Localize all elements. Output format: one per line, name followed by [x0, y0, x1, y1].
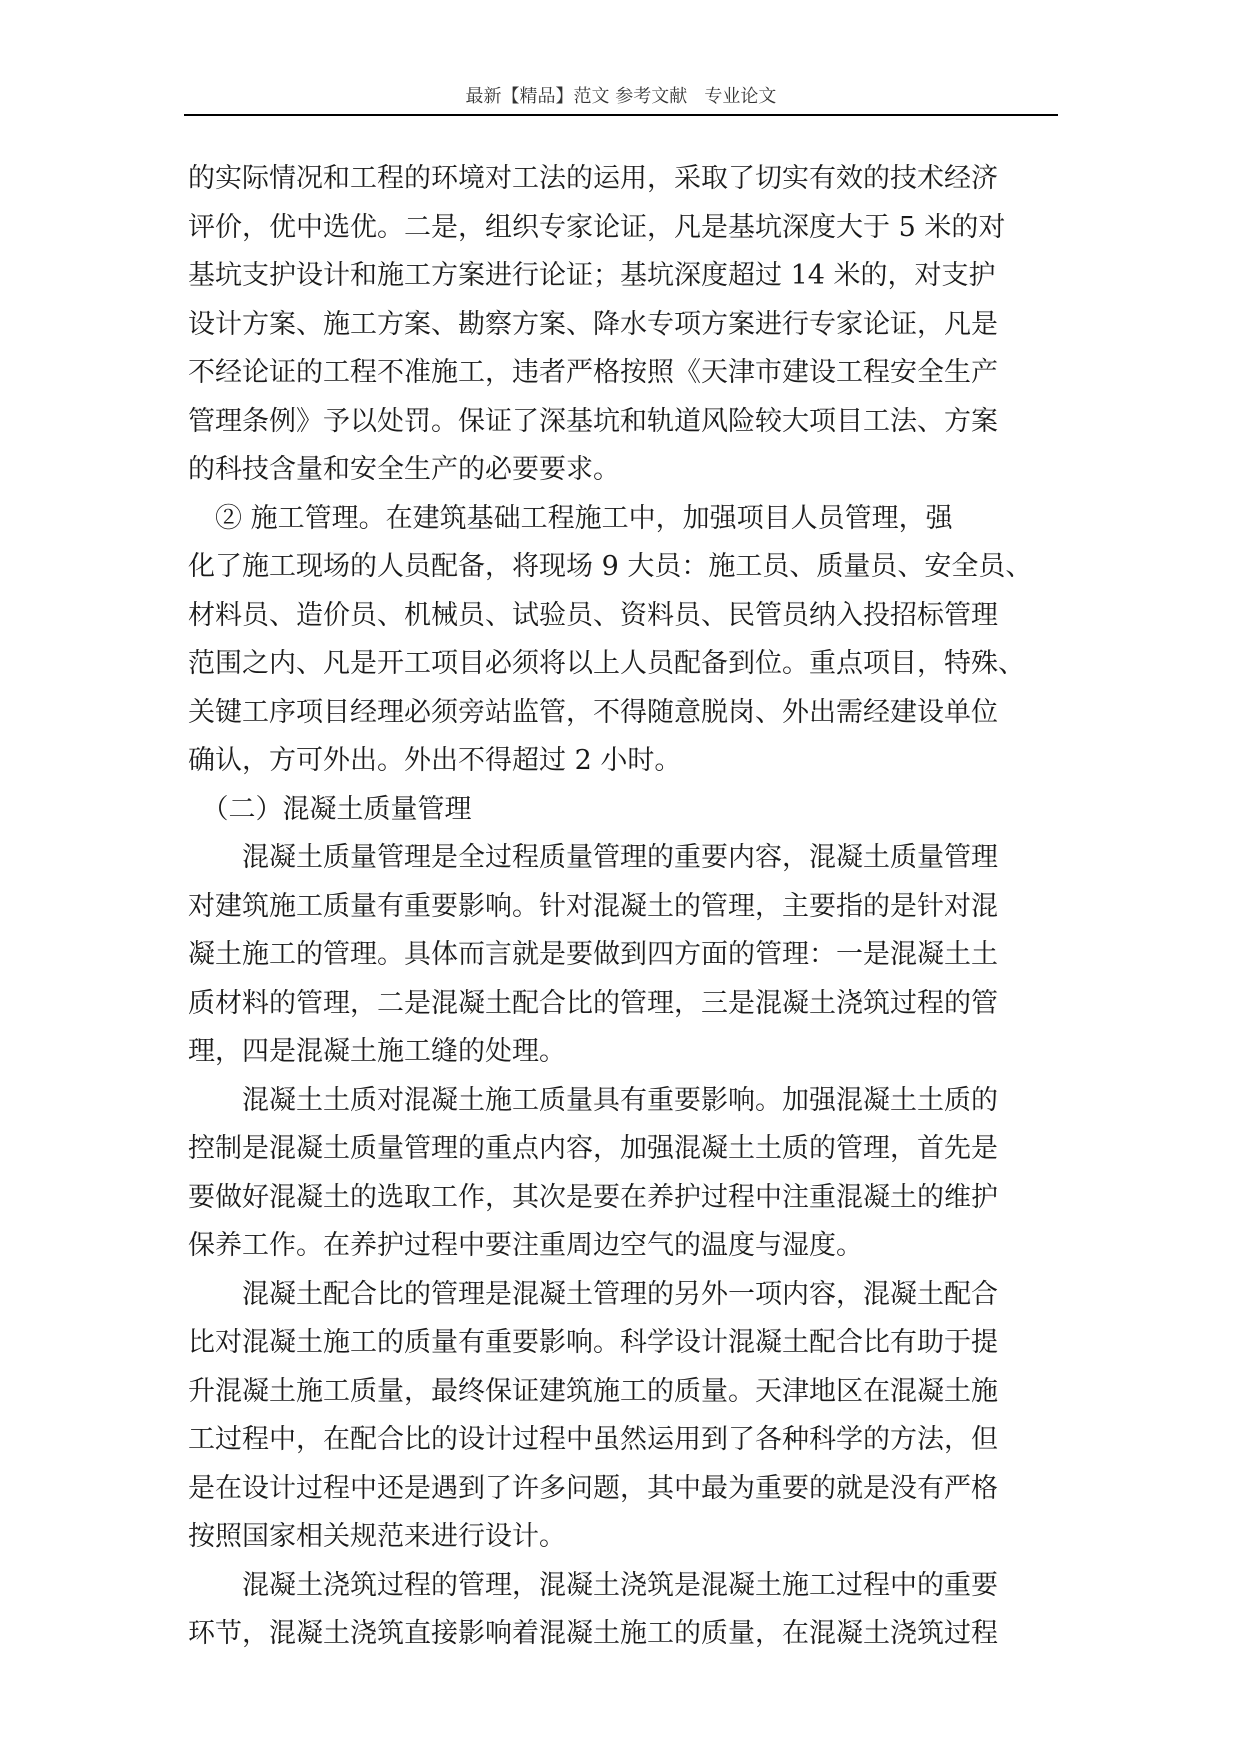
- text-line: （二）混凝土质量管理: [188, 793, 472, 825]
- text-line: 控制是混凝土质量管理的重点内容，加强混凝土土质的管理，首先是: [188, 1133, 998, 1164]
- text-line: 环节，混凝土浇筑直接影响着混凝土施工的质量，在混凝土浇筑过程: [188, 1618, 998, 1649]
- text-line: 确认，方可外出。外出不得超过 2 小时。: [188, 745, 682, 776]
- text-line: 工过程中，在配合比的设计过程中虽然运用到了各种科学的方法，但: [188, 1424, 998, 1455]
- text-line: 升混凝土施工质量，最终保证建筑施工的质量。天津地区在混凝土施: [188, 1375, 998, 1407]
- text-line: 范围之内、凡是开工项目必须将以上人员配备到位。重点项目，特殊、: [188, 648, 1025, 679]
- text-line: 设计方案、施工方案、勘察方案、降水专项方案进行专家论证，凡是: [188, 308, 998, 340]
- text-line: 理，四是混凝土施工缝的处理。: [188, 1036, 566, 1067]
- text-line: 评价，优中选优。二是，组织专家论证，凡是基坑深度大于 5 米的对: [188, 211, 1006, 243]
- text-line: 对建筑施工质量有重要影响。针对混凝土的管理，主要指的是针对混: [188, 890, 998, 922]
- text-line: 混凝土浇筑过程的管理，混凝土浇筑是混凝土施工过程中的重要: [188, 1569, 998, 1601]
- text-line: 材料员、造价员、机械员、试验员、资料员、民管员纳入投招标管理: [188, 599, 998, 631]
- text-line: 化了施工现场的人员配备，将现场 9 大员：施工员、质量员、安全员、: [188, 551, 1033, 582]
- text-line: 混凝土配合比的管理是混凝土管理的另外一项内容，混凝土配合: [188, 1278, 998, 1310]
- text-line: 是在设计过程中还是遇到了许多问题，其中最为重要的就是没有严格: [188, 1472, 998, 1504]
- page-header: 最新【精品】范文 参考文献 专业论文: [184, 80, 1058, 116]
- text-line: 的实际情况和工程的环境对工法的运用，采取了切实有效的技术经济: [188, 163, 998, 194]
- text-line: 的科技含量和安全生产的必要要求。: [188, 454, 620, 485]
- text-line: 比对混凝土施工的质量有重要影响。科学设计混凝土配合比有助于提: [188, 1327, 998, 1358]
- text-line: 基坑支护设计和施工方案进行论证；基坑深度超过 14 米的，对支护: [188, 260, 996, 291]
- text-line: 不经论证的工程不准施工，违者严格按照《天津市建设工程安全生产: [188, 357, 998, 388]
- text-line: 质材料的管理，二是混凝土配合比的管理，三是混凝土浇筑过程的管: [188, 987, 998, 1019]
- document-body: [188, 155, 1062, 1659]
- text-line: 混凝土质量管理是全过程质量管理的重要内容，混凝土质量管理: [188, 842, 998, 873]
- text-line: 按照国家相关规范来进行设计。: [188, 1521, 566, 1552]
- text-line: 保养工作。在养护过程中要注重周边空气的温度与湿度。: [188, 1230, 863, 1261]
- text-line: 混凝土土质对混凝土施工质量具有重要影响。加强混凝土土质的: [188, 1084, 998, 1116]
- text-line: 要做好混凝土的选取工作，其次是要在养护过程中注重混凝土的维护: [188, 1181, 998, 1213]
- text-line: 关键工序项目经理必须旁站监管，不得随意脱岗、外出需经建设单位: [188, 696, 998, 728]
- text-line: 管理条例》予以处罚。保证了深基坑和轨道风险较大项目工法、方案: [188, 405, 998, 437]
- text-line: 凝土施工的管理。具体而言就是要做到四方面的管理：一是混凝土土: [188, 939, 998, 970]
- text-line: ② 施工管理。在建筑基础工程施工中，加强项目人员管理，强: [188, 502, 953, 534]
